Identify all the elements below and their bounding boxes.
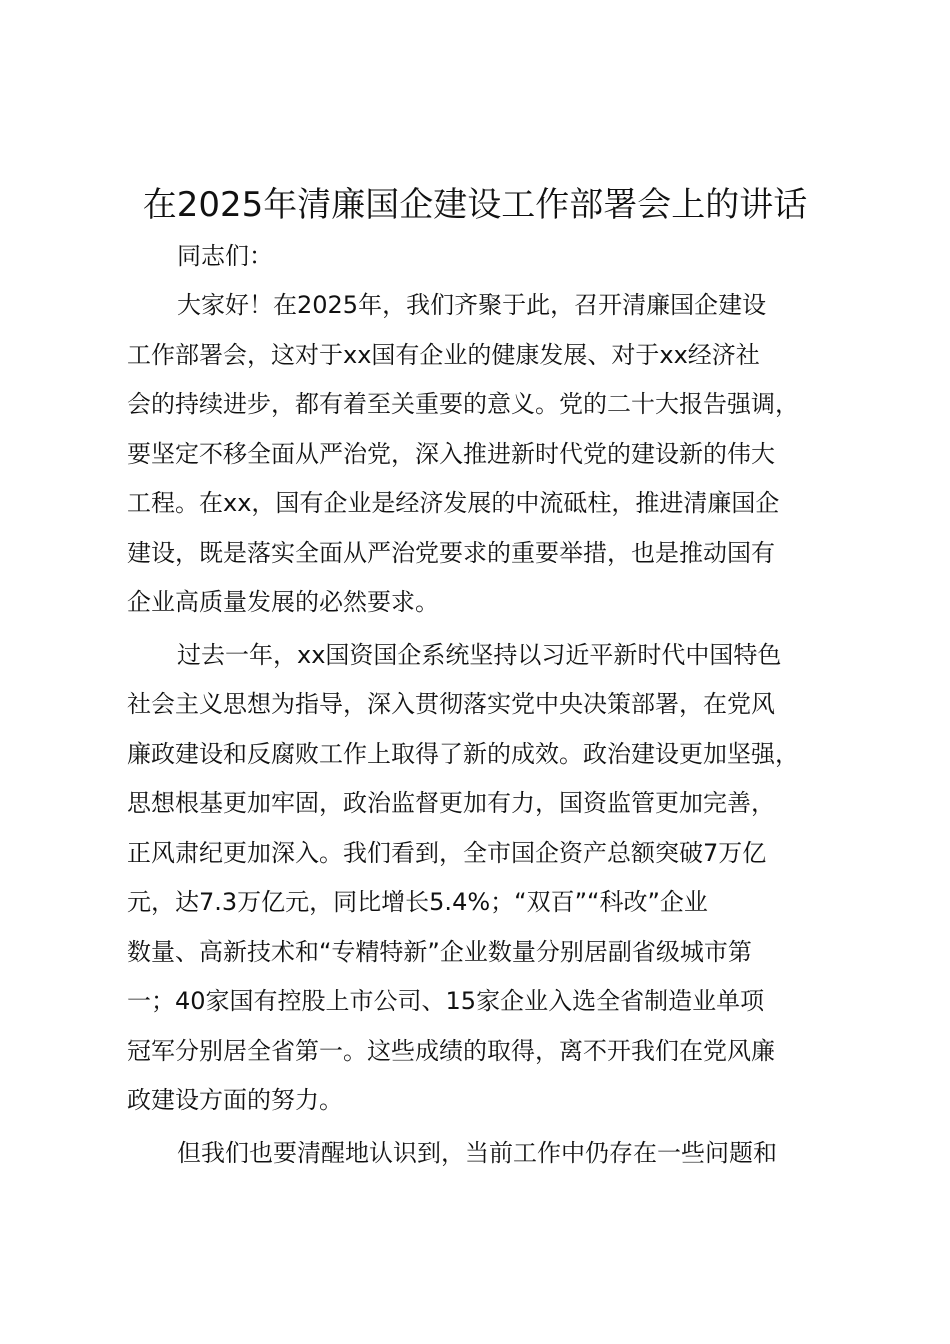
paragraph-2-line-10: 政建设方面的努力。	[127, 1086, 343, 1114]
paragraph-2-line-7: 数量、高新技术和“专精特新”企业数量分别居副省级城市第	[127, 938, 752, 966]
paragraph-2-line-2: 社会主义思想为指导，深入贯彻落实党中央决策部署，在党风	[127, 690, 775, 718]
paragraph-1-line-2: 工作部署会，这对于xx国有企业的健康发展、对于xx经济社	[127, 341, 760, 369]
paragraph-2-line-8: 一；40家国有控股上市公司、15家企业入选全省制造业单项	[127, 987, 765, 1015]
paragraph-1-line-6: 建设，既是落实全面从严治党要求的重要举措，也是推动国有	[127, 539, 775, 567]
paragraph-2-line-1: 过去一年，xx国资国企系统坚持以习近平新时代中国特色	[177, 641, 782, 669]
paragraph-1-line-4: 要坚定不移全面从严治党，深入推进新时代党的建设新的伟大	[127, 440, 775, 468]
paragraph-1-line-3: 会的持续进步，都有着至关重要的意义。党的二十大报告强调，	[127, 390, 799, 418]
paragraph-3-line-1: 但我们也要清醒地认识到，当前工作中仍存在一些问题和	[177, 1139, 777, 1167]
document-title: 在2025年清廉国企建设工作部署会上的讲话	[142, 185, 808, 225]
salutation: 同志们：	[177, 242, 273, 270]
paragraph-2-line-9: 冠军分别居全省第一。这些成绩的取得，离不开我们在党风廉	[127, 1037, 775, 1065]
paragraph-2-line-3: 廉政建设和反腐败工作上取得了新的成效。政治建设更加坚强，	[127, 740, 799, 768]
paragraph-2-line-5: 正风肃纪更加深入。我们看到，全市国企资产总额突破7万亿	[127, 839, 767, 867]
paragraph-2-line-6: 元，达7.3万亿元，同比增长5.4%；“双百”“科改”企业	[127, 888, 708, 916]
paragraph-2-line-4: 思想根基更加牢固，政治监督更加有力，国资监管更加完善，	[127, 789, 775, 817]
paragraph-1-line-1: 大家好！在2025年，我们齐聚于此，召开清廉国企建设	[177, 291, 767, 319]
paragraph-1-line-5: 工程。在xx，国有企业是经济发展的中流砥柱，推进清廉国企	[127, 489, 780, 517]
paragraph-1-line-7: 企业高质量发展的必然要求。	[127, 588, 439, 616]
